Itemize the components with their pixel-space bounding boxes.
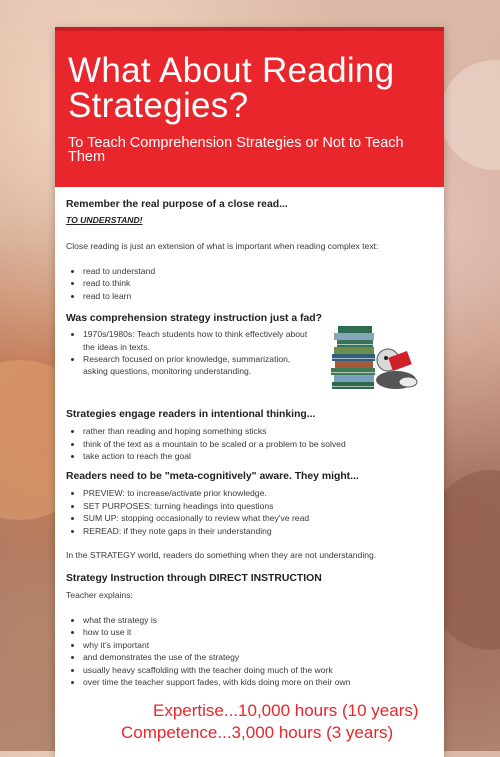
list-item: • read to learn — [83, 290, 432, 302]
list-item: • SUM UP: stopping occasionally to review what they've read — [83, 512, 432, 524]
section-heading: Strategy Instruction through DIRECT INSTRUCTION — [66, 573, 322, 585]
newsletter-card — [55, 27, 444, 757]
list-item: • 1970s/1980s: Teach students how to think effectively about the ideas in texts. — [83, 328, 311, 353]
list-item: • REREAD: if they note gaps in their understanding — [83, 525, 432, 537]
list-item: • over time the teacher support fades, with kids doing more on their own — [83, 676, 432, 688]
section-2-body — [66, 328, 432, 398]
list-item: • why it's important — [83, 639, 432, 651]
list-item: • usually heavy scaffolding with the teacher doing much of the work — [83, 664, 432, 676]
section-heading: Was comprehension strategy instruction just a fad? — [66, 313, 322, 325]
books-with-reader-cartoon-icon — [328, 322, 420, 394]
bullet-list — [66, 614, 432, 688]
competence-callout: Competence...3,000 hours (3 years) — [121, 722, 394, 742]
bullet-list — [66, 328, 311, 378]
section-heading: Readers need to be "meta-cognitively" aware. They might... — [66, 471, 359, 483]
intro-text: Teacher explains: — [66, 590, 133, 601]
header-banner — [55, 27, 444, 187]
list-item: • SET PURPOSES: turning headings into questions — [83, 500, 432, 512]
intro-text: Close reading is just an extension of what is important when reading complex text: — [66, 241, 379, 251]
list-item: • what the strategy is — [83, 614, 432, 626]
note-text: In the STRATEGY world, readers do something when they are not understanding. — [66, 550, 377, 561]
emphasis-text: TO UNDERSTAND! — [66, 215, 143, 225]
section-heading: Remember the real purpose of a close read... — [66, 199, 288, 210]
expertise-callout: Expertise...10,000 hours (10 years) — [153, 700, 419, 720]
list-item: • PREVIEW: to increase/activate prior knowledge. — [83, 487, 432, 499]
list-item: • read to understand — [83, 265, 432, 277]
list-item: • take action to reach the goal — [83, 450, 432, 462]
bullet-list — [66, 425, 432, 462]
list-item: • Research focused on prior knowledge, summarization, asking questions, monitoring understanding. — [83, 353, 311, 378]
list-item: • think of the text as a mountain to be scaled or a problem to be solved — [83, 438, 432, 450]
list-item: • and demonstrates the use of the strategy — [83, 651, 432, 663]
page-title: What About Reading Strategies? — [68, 51, 395, 125]
bullet-list — [66, 265, 432, 302]
content-area — [55, 187, 444, 743]
bullet-list — [66, 487, 432, 537]
page-subtitle: To Teach Comprehension Strategies or Not to Teach Them — [68, 135, 404, 165]
background-blur-shape — [440, 60, 500, 170]
list-item: • how to use it — [83, 626, 432, 638]
list-item: • read to think — [83, 277, 432, 289]
list-item: • rather than reading and hoping something sticks — [83, 425, 432, 437]
section-heading: Strategies engage readers in intentional thinking... — [66, 409, 316, 421]
